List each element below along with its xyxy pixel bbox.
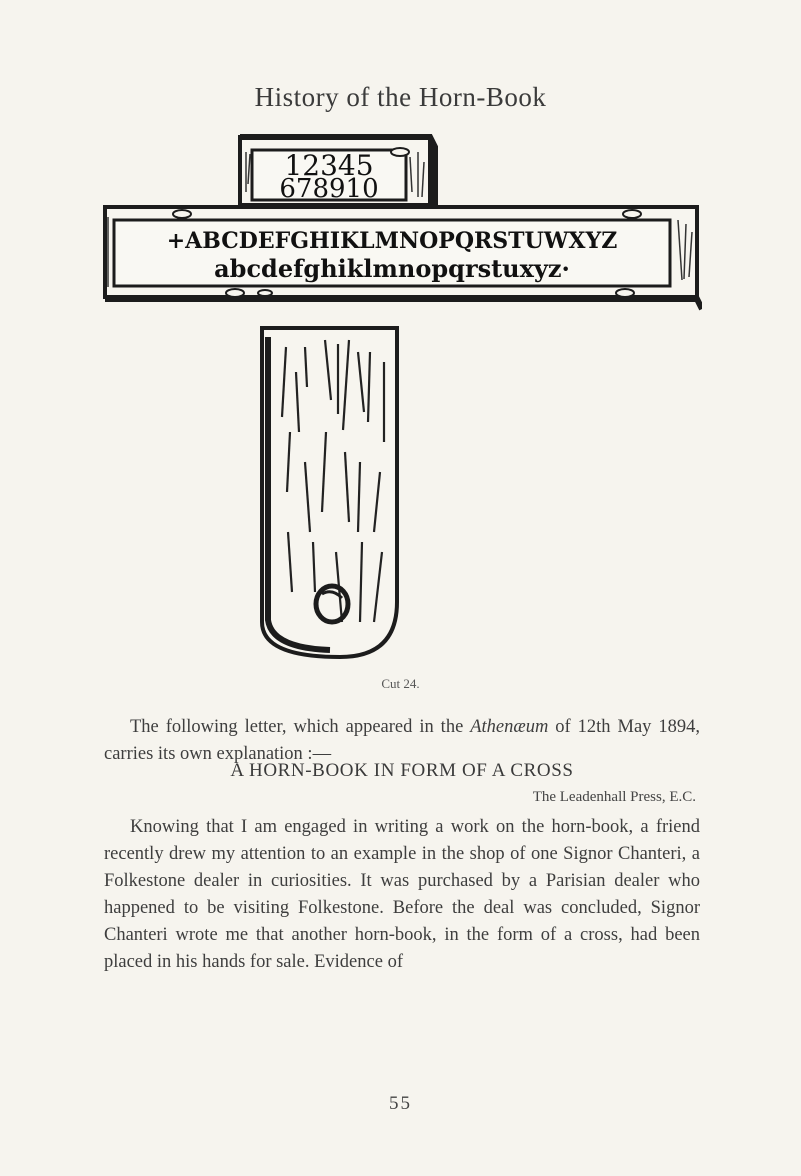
alphabet-lower: abcdefghiklmnopqrstuxyz· — [214, 254, 570, 283]
digits-row-1: 12345 — [284, 149, 374, 182]
running-head: History of the Horn-Book — [254, 82, 547, 112]
alphabet-upper: +ABCDEFGHIKLMNOPQRSTUWXYZ — [166, 228, 618, 254]
letter-address: The Leadenhall Press, E.C. — [532, 789, 696, 805]
letter-heading: A HORN-BOOK IN FORM OF A CROSS — [230, 760, 574, 781]
digits-row-2: 678910 — [279, 174, 379, 204]
letter-body: Knowing that I am engaged in writing a work on the horn-book, a friend recently drew my attention to an example in the shop of one Signor Chanteri, a Folkestone dealer in curiosities. It was purchased by a Parisian dealer who happened to be visiting Folkestone. Before the deal was concluded, Signor Chanteri wrote me that another horn-book, in the form of a cross, had been placed in his hands for sale. Evidence of — [104, 817, 700, 972]
horn-book-cross-illustration — [100, 132, 702, 672]
figure-caption: Cut 24. — [381, 676, 420, 691]
intro-text-before: The following letter, which appeared in the — [130, 717, 471, 737]
handle — [262, 328, 397, 657]
page-number: 55 — [389, 1093, 412, 1114]
intro-text-after: of 12th May 1894, carries its own explanation :— — [104, 717, 700, 764]
periodical-title: Athenæum — [470, 717, 549, 737]
